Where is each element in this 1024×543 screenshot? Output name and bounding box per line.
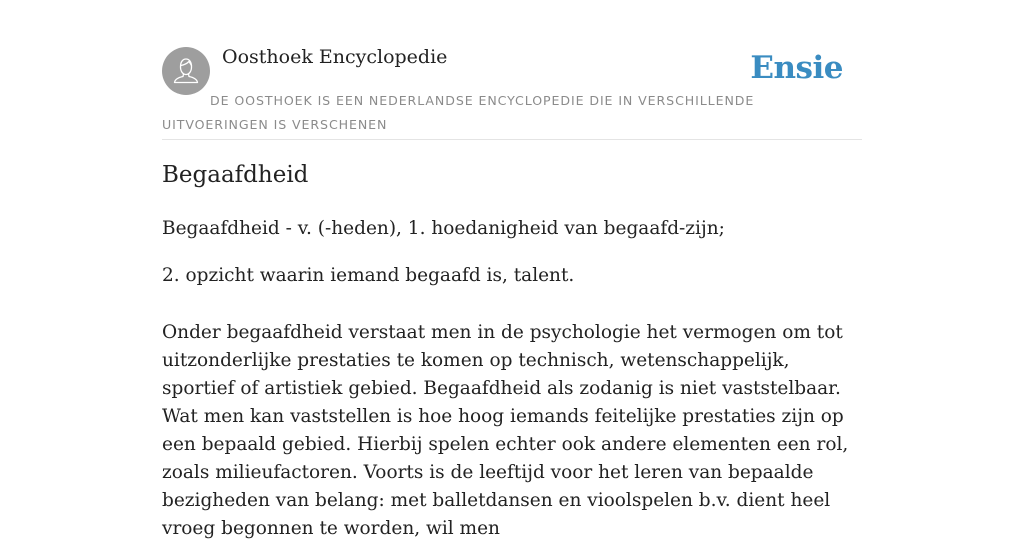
- avatar[interactable]: [162, 47, 210, 95]
- definition-2: 2. opzicht waarin iemand begaafd is, talent.: [162, 265, 575, 286]
- source-name[interactable]: Oosthoek Encyclopedie: [222, 46, 448, 68]
- page: [162, 0, 862, 539]
- source-header: [162, 0, 862, 140]
- ensie-logo[interactable]: Ensie: [750, 50, 843, 86]
- entry-body: Onder begaafdheid verstaat men in de psychologie het vermogen om tot uitzonderlijke prestaties te komen op technisch, wetenschappelijk, sportief of artistiek gebied. Begaafdheid als zodanig is niet vaststelbaar. Wat men kan vaststellen is hoe hoog iemands feitelijke prestaties zijn op een bepaald gebied. Hierbij spelen echter ook andere elementen een rol, zoals milieufactoren. Voorts is de leeftijd voor het leren van bepaalde bezigheden van belang: met balletdansen en vioolspelen b.v. dient heel vroeg begonnen te worden, wil men: [162, 322, 849, 539]
- user-silhouette-icon: [162, 47, 210, 95]
- source-description: DE OOSTHOEK IS EEN NEDERLANDSE ENCYCLOPEDIE DIE IN VERSCHILLENDE UITVOERINGEN IS VERSCHENEN: [162, 93, 755, 132]
- definition-1: Begaafdheid - v. (-heden), 1. hoedanigheid van begaafd-zijn;: [162, 218, 725, 239]
- entry-title: Begaafdheid: [162, 162, 309, 188]
